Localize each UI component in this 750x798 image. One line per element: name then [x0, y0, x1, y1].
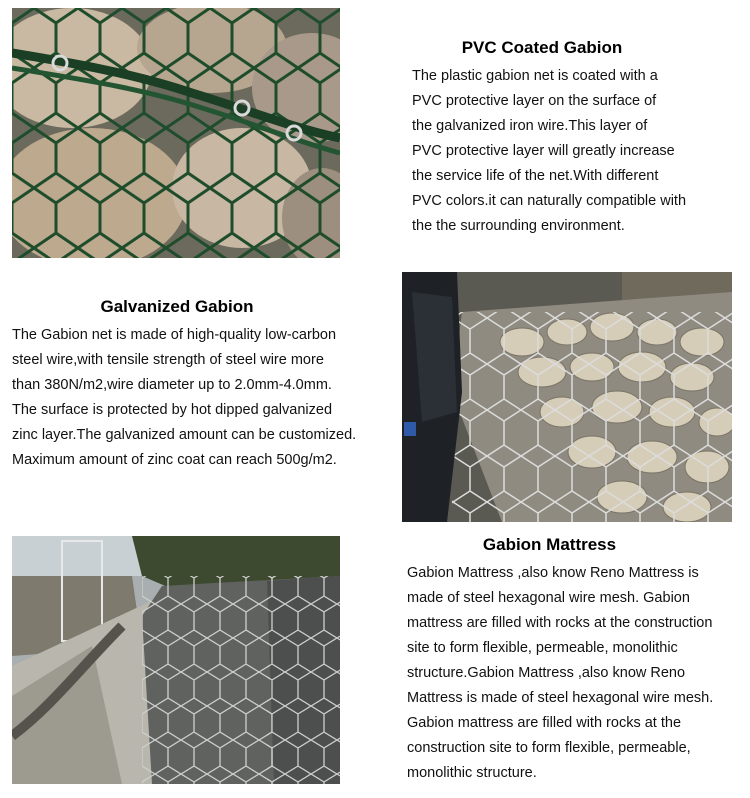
- body-line: PVC protective layer on the surface of: [412, 93, 657, 109]
- body-line: Mattress is made of steel hexagonal wire mesh.: [407, 690, 714, 706]
- body-line: the the surrounding environment.: [412, 218, 625, 234]
- body-line: PVC protective layer will greatly increase: [412, 143, 675, 159]
- body-line: the galvanized iron wire.This layer of: [412, 118, 648, 134]
- body-line: the service life of the net.With different: [412, 168, 659, 184]
- gabion-mattress-photo: [12, 536, 340, 784]
- pvc-gabion-photo: [12, 8, 340, 258]
- body-line: The surface is protected by hot dipped galvanized: [12, 402, 333, 418]
- body-line: than 380N/m2,wire diameter up to 2.0mm-4.0mm.: [12, 377, 332, 393]
- body-line: structure.Gabion Mattress ,also know Reno: [407, 665, 686, 681]
- body-line: site to form flexible, permeable, monolithic: [407, 640, 678, 656]
- body-line: The plastic gabion net is coated with a: [412, 68, 658, 84]
- body-line: The Gabion net is made of high-quality low-carbon: [12, 327, 337, 343]
- section-body: [12, 323, 392, 473]
- body-line: steel wire,with tensile strength of steel wire more: [12, 352, 324, 368]
- body-line: PVC colors.it can naturally compatible with: [412, 193, 687, 209]
- section-body: [407, 561, 743, 786]
- body-line: monolithic structure.: [407, 765, 537, 781]
- section-title: PVC Coated Gabion: [461, 38, 623, 57]
- body-line: Gabion mattress are filled with rocks at the: [407, 715, 682, 731]
- gabion-mattress-section: [407, 535, 743, 786]
- body-line: construction site to form flexible, permeable,: [407, 740, 691, 756]
- section-title: Gabion Mattress: [482, 535, 617, 554]
- pvc-gabion-section: [412, 38, 742, 239]
- body-line: Gabion Mattress ,also know Reno Mattress is: [407, 565, 699, 581]
- body-line: Maximum amount of zinc coat can reach 500g/m2.: [12, 452, 337, 468]
- body-line: mattress are filled with rocks at the construction: [407, 615, 713, 631]
- galvanized-gabion-section: [12, 297, 392, 473]
- section-body: [412, 64, 742, 239]
- body-line: made of steel hexagonal wire mesh. Gabion: [407, 590, 690, 606]
- galvanized-gabion-photo: [402, 272, 732, 522]
- section-title: Galvanized Gabion: [100, 297, 254, 316]
- body-line: zinc layer.The galvanized amount can be customized.: [12, 427, 357, 443]
